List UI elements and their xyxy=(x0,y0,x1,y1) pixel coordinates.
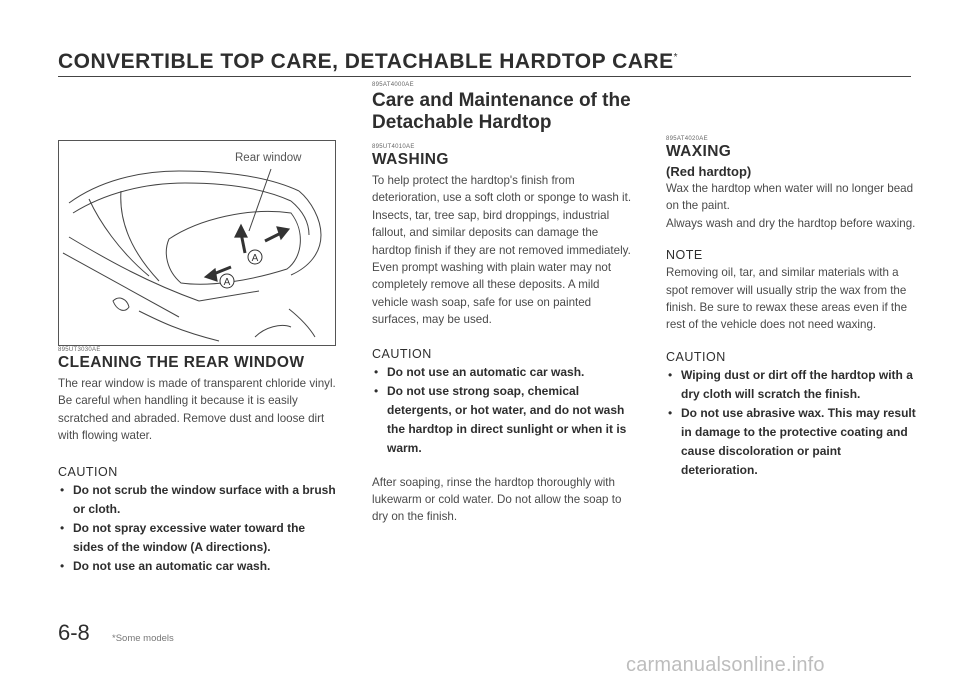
left-column xyxy=(58,347,336,576)
footnote: *Some models xyxy=(112,633,174,644)
section-title: Care and Maintenance of the Detachable Hardtop xyxy=(372,90,631,133)
caution-item: • Do not use an automatic car wash. xyxy=(58,557,336,576)
right-column xyxy=(666,136,920,480)
cleaning-heading: CLEANING THE REAR WINDOW xyxy=(58,354,305,371)
waxing-paragraph-2: Always wash and dry the hardtop before waxing. xyxy=(666,216,916,230)
cleaning-caution-label: CAUTION xyxy=(58,464,118,479)
rear-window-illustration xyxy=(58,140,336,346)
waxing-heading: WAXING xyxy=(666,143,732,160)
cleaning-caution-list xyxy=(58,481,336,576)
washing-code: 895UT4010AE xyxy=(372,144,415,150)
title-rule xyxy=(58,76,911,77)
waxing-subheading: (Red hardtop) xyxy=(666,164,752,179)
caution-item: • Wiping dust or dirt off the hardtop with a dry cloth will scratch the finish. xyxy=(666,366,920,404)
washing-paragraph-2: Insects, tar, tree sap, bird droppings, industrial fallout, and similar deposits can damage the hardtop finish if they are not removed immediately. Even prompt washing with plain water may not completely remove all these deposits. A mild vehicle wash soap, safe for use on painted surfaces, may be used. xyxy=(372,208,631,327)
marker-a-lower: A xyxy=(223,277,231,288)
caution-item: • Do not use abrasive wax. This may result in damage to the protective coating and cause discoloration or paint deterioration. xyxy=(666,404,920,480)
washing-caution-label: CAUTION xyxy=(372,346,432,361)
caution-item: • Do not use an automatic car wash. xyxy=(372,363,632,382)
watermark: carmanualsonline.info xyxy=(626,654,825,676)
washing-paragraph-3: After soaping, rinse the hardtop thoroughly with lukewarm or cold water. Do not allow the soap to dry on the finish. xyxy=(372,475,622,524)
waxing-code: 895AT4020AE xyxy=(666,136,708,142)
page-title xyxy=(58,50,678,74)
washing-paragraph-1: To help protect the hardtop's finish from deterioration, use a soft cloth or sponge to wash it. xyxy=(372,174,632,205)
marker-a-upper: A xyxy=(251,253,259,264)
caution-item: • Do not scrub the window surface with a brush or cloth. xyxy=(58,481,336,519)
waxing-caution-label: CAUTION xyxy=(666,349,726,364)
waxing-paragraph-1: Wax the hardtop when water will no longer bead on the paint. xyxy=(666,182,914,213)
figure-code: 895UT3030AE xyxy=(58,347,101,353)
title-asterisk: * xyxy=(673,52,679,63)
section-code: 895AT4000AE xyxy=(372,82,414,88)
page-title-text: CONVERTIBLE TOP CARE, DETACHABLE HARDTOP CARE xyxy=(58,50,674,73)
rear-window-callout: Rear window xyxy=(235,152,302,164)
caution-item: • Do not spray excessive water toward the sides of the window (A directions). xyxy=(58,519,336,557)
note-text: Removing oil, tar, and similar materials with a spot remover will usually strip the wax from the finish. Be sure to rewax these areas even if the rest of the vehicle does not need waxing. xyxy=(666,266,908,332)
page-number: 6-8 xyxy=(58,620,90,645)
waxing-caution-list xyxy=(666,366,920,480)
note-label: NOTE xyxy=(666,248,703,263)
convertible-top-drawing xyxy=(59,141,335,345)
cleaning-paragraph: The rear window is made of transparent chloride vinyl. Be careful when handling it because it is easily scratched and abraded. Remove dust and loose dirt with flowing water. xyxy=(58,377,336,443)
caution-item: • Do not use strong soap, chemical detergents, or hot water, and do not wash the hardtop in direct sunlight or when it is warm. xyxy=(372,382,632,458)
washing-heading: WASHING xyxy=(372,151,449,168)
middle-column xyxy=(372,82,632,526)
washing-caution-list xyxy=(372,363,632,458)
